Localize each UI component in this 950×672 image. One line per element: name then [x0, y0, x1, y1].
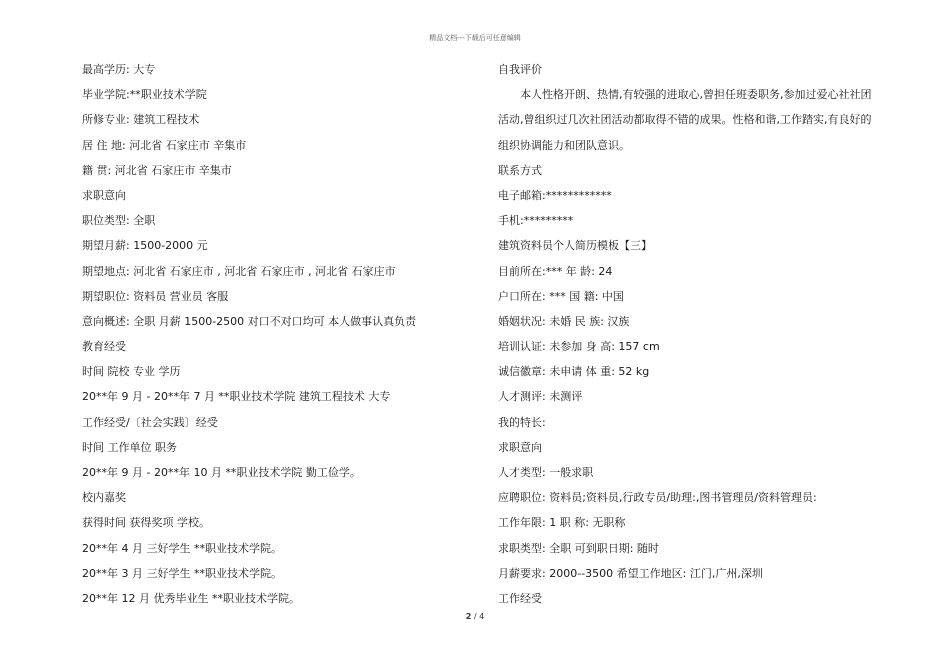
text-line: 电子邮箱:************: [498, 188, 612, 202]
text-line: 人才类型: 一般求职: [498, 466, 594, 480]
text-line: 居 住 地: 河北省 石家庄市 辛集市: [82, 138, 247, 152]
text-line: 所修专业: 建筑工程技术: [82, 113, 200, 127]
text-line: 应聘职位: 资料员;资料员,行政专员/助理:,图书管理员/资料管理员:: [498, 491, 817, 505]
text-line: 20**年 12 月 优秀毕业生 **职业技术学院。: [82, 591, 300, 605]
text-line: 户口所在: *** 国 籍: 中国: [498, 289, 624, 303]
text-line: 20**年 4 月 三好学生 **职业技术学院。: [82, 541, 282, 555]
page-separator: /: [471, 612, 480, 621]
section-heading: 工作经受: [498, 591, 542, 605]
text-line: 20**年 9 月 - 20**年 7 月 **职业技术学院 建筑工程技术 大专: [82, 390, 391, 404]
section-heading: 求职意向: [498, 440, 542, 454]
self-evaluation-paragraph: 本人性格开朗、热情,有较强的进取心,曾担任班委职务,参加过爱心社社团活动,曾组织过几次社团活动都取得不错的成果。性格和谐,工作踏实,有良好的组织协调能力和团队意识。: [498, 88, 872, 152]
text-line: 20**年 9 月 - 20**年 10 月 **职业技术学院 勤工俭学。: [82, 466, 361, 479]
text-line: 籍 贯: 河北省 石家庄市 辛集市: [82, 163, 232, 177]
text-line: 求职类型: 全职 可到职日期: 随时: [498, 541, 659, 555]
left-column: [82, 57, 482, 611]
text-line: 工作年限: 1 职 称: 无职称: [498, 516, 626, 530]
text-line: 培训认证: 未参加 身 高: 157 cm: [498, 340, 660, 354]
text-line: 月薪要求: 2000--3500 希望工作地区: 江门,广州,深圳: [498, 566, 763, 580]
right-column: [498, 57, 876, 611]
text-line: 我的特长:: [498, 415, 546, 429]
current-page: 2: [465, 612, 472, 621]
text-line: 期望职位: 资料员 营业员 客服: [82, 289, 229, 303]
resume-template-title: 建筑资料员个人简历模板【三】: [498, 239, 652, 253]
text-line: 手机:*********: [498, 214, 574, 228]
text-line: 时间 院校 专业 学历: [82, 365, 181, 379]
section-heading: 自我评价: [498, 63, 542, 76]
text-line: 目前所在:*** 年 龄: 24: [498, 264, 613, 278]
text-line: 职位类型: 全职: [82, 214, 156, 228]
text-line: 最高学历: 大专: [82, 63, 156, 76]
text-line: 毕业学院:**职业技术学院: [82, 88, 207, 102]
section-heading: 工作经受/〔社会实践〕经受: [82, 415, 218, 429]
text-line: 意向概述: 全职 月薪 1500-2500 对口不对口均可 本人做事认真负责: [82, 314, 417, 328]
section-heading: 联系方式: [498, 163, 542, 177]
text-line: 人才测评: 未测评: [498, 390, 583, 404]
text-line: 期望月薪: 1500-2000 元: [82, 239, 208, 253]
page-header: 精品文档---下载后可任意编辑: [429, 34, 521, 42]
text-line: 诚信徽章: 未申请 体 重: 52 kg: [498, 365, 650, 379]
section-heading: 校内嘉奖: [82, 491, 126, 505]
text-line: 时间 工作单位 职务: [82, 440, 177, 454]
page-number: [0, 612, 950, 621]
text-line: 20**年 3 月 三好学生 **职业技术学院。: [82, 566, 282, 580]
section-heading: 教育经受: [82, 340, 126, 354]
section-heading: 求职意向: [82, 188, 126, 202]
text-line: 期望地点: 河北省 石家庄市 , 河北省 石家庄市 , 河北省 石家庄市: [82, 264, 396, 278]
text-line: 获得时间 获得奖项 学校。: [82, 516, 210, 530]
text-line: 婚姻状况: 未婚 民 族: 汉族: [498, 314, 630, 328]
total-pages: 4: [479, 612, 485, 621]
